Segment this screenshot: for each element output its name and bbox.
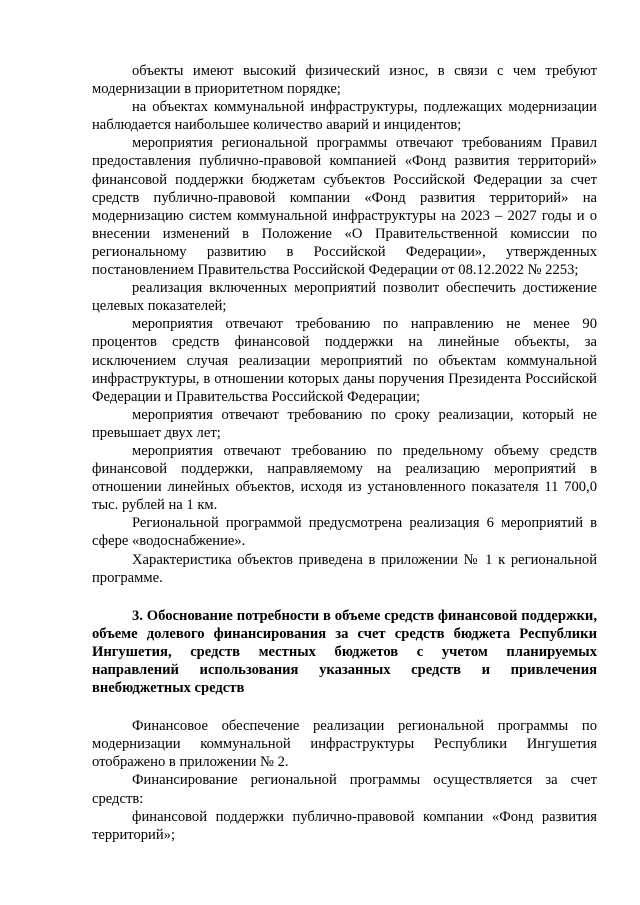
paragraph-accidents: на объектах коммунальной инфраструктуры, подлежащих модернизации наблюдается наибольшее количество аварий и инцидентов; xyxy=(92,99,597,134)
paragraph-appendix-1: Характеристика объектов приведена в приложении № 1 к региональной программе. xyxy=(92,551,597,586)
spacer xyxy=(92,587,597,607)
paragraph-six-measures: Региональной программой предусмотрена реализация 6 мероприятий в сфере «водоснабжение». xyxy=(92,515,597,550)
paragraph-max-volume: мероприятия отвечают требованию по предельному объему средств финансовой поддержки, направляемому на реализацию мероприятий в отношении линейных объектов, исходя из установленного показателя 11 700,0 тыс. рублей на 1 км. xyxy=(92,442,597,514)
paragraph-term: мероприятия отвечают требованию по сроку реализации, который не превышает двух лет; xyxy=(92,406,597,441)
paragraph-appendix-2: Финансовое обеспечение реализации региональной программы по модернизации коммунальной инфраструктуры Республики Ингушетия отображено в приложении № 2. xyxy=(92,718,597,771)
paragraph-rules-compliance: мероприятия региональной программы отвечают требованиям Правил предоставления публично-правовой компанией «Фонд развития территорий» финансовой поддержки бюджетам субъектов Российской Федерации за счет средств публично-правовой компании «Фонд развития территорий» на модернизацию систем коммунальной инфраструктуры на 2023 – 2027 годы и о внесении изменений в Положение «О Правительственной комиссии по региональному развитию в Российской Федерации», утвержденных постановлением Правительства Российской Федерации от 08.12.2022 № 2253; xyxy=(92,135,597,279)
section-heading: 3. Обоснование потребности в объеме средств финансовой поддержки, объеме долевого финансирования за счет средств бюджета Республики Ингушетия, средств местных бюджетов с учетом планируемых направлений использования указанных средств и привлечения внебюджетных средств xyxy=(92,607,597,697)
paragraph-fund-support: финансовой поддержки публично-правовой компании «Фонд развития территорий»; xyxy=(92,808,597,843)
paragraph-financing-sources: Финансирование региональной программы осуществляется за счет средств: xyxy=(92,772,597,807)
paragraph-target-indicators: реализация включенных мероприятий позволит обеспечить достижение целевых показателей; xyxy=(92,280,597,315)
spacer xyxy=(92,697,597,717)
paragraph-high-wear: объекты имеют высокий физический износ, в связи с чем требуют модернизации в приоритетном порядке; xyxy=(92,63,597,98)
paragraph-linear-objects: мероприятия отвечают требованию по направлению не менее 90 процентов средств финансовой поддержки на линейные объекты, за исключением случая реализации мероприятий по объектам коммунальной инфраструктуры, в отношении которых даны поручения Президента Российской Федерации и Правительства Российской Федерации; xyxy=(92,316,597,405)
document-body xyxy=(92,62,597,844)
